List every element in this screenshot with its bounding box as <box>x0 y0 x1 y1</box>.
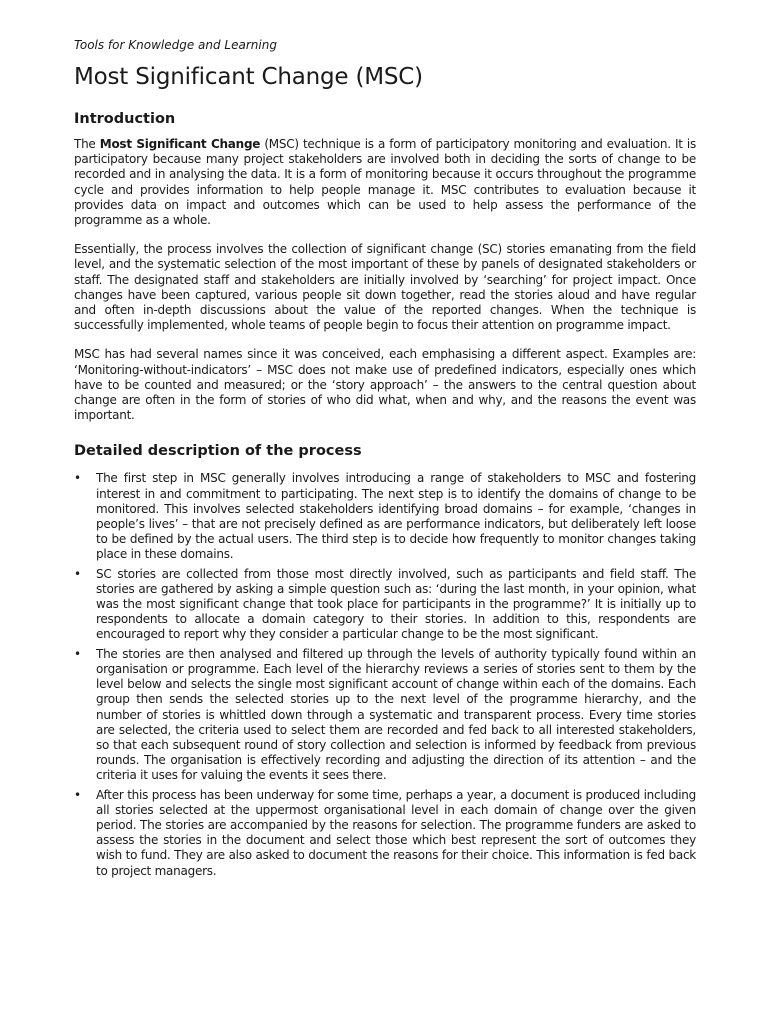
intro-paragraph-2: Essentially, the process involves the collection of significant change (SC) stories emanating from the field level, and the systematic selection of the most important of these by panels of designated stakeholders or staff. The designated staff and stakeholders are initially involved by ‘searching’ for project impact. Once changes have been captured, various people sit down together, read the stories aloud and have regular and often in-depth discussions about the value of the reported changes. When the technique is successfully implemented, whole teams of people begin to focus their attention on programme impact. <box>74 242 696 333</box>
list-item-text: The stories are then analysed and filtered up through the levels of authority typically found within an organisation or programme. Each level of the hierarchy reviews a series of stories sent to them by the level below and selects the single most significant account of change within each of the domains. Each group then sends the selected stories up to the next level of the programme hierarchy, and the number of stories is whittled down through a systematic and transparent process. Every time stories are selected, the criteria used to select them are recorded and fed back to all interested stakeholders, so that each subsequent round of story collection and selection is informed by feedback from previous rounds. The organisation is effectively recording and adjusting the direction of its attention – and the criteria it uses for valuing the events it sees there. <box>96 646 696 783</box>
intro-paragraph-1 <box>74 137 696 228</box>
list-item-text: After this process has been underway for some time, perhaps a year, a document is produced including all stories selected at the uppermost organisational level in each domain of change over the given period. The stories are accompanied by the reasons for selection. The programme funders are asked to assess the stories in the document and select those which best represent the sort of outcomes they wish to fund. They are also asked to document the reasons for their choice. This information is fed back to project managers. <box>96 787 696 878</box>
intro-p1-bold-term: Most Significant Change <box>99 137 261 151</box>
list-item-text: The first step in MSC generally involves introducing a range of stakeholders to MSC and fostering interest in and commitment to participating. The next step is to identify the domains of change to be monitored. This involves selected stakeholders identifying broad domains – for example, ‘changes in people’s lives’ – that are not precisely defined as are performance indicators, but deliberately left loose to be defined by the actual users. The third step is to decide how frequently to monitor changes taking place in these domains. <box>96 471 696 562</box>
page-title: Most Significant Change (MSC) <box>74 64 423 90</box>
running-head: Tools for Knowledge and Learning <box>74 38 277 52</box>
bullet-icon: • <box>74 646 81 661</box>
list-item <box>74 647 696 784</box>
list-item <box>74 567 696 643</box>
intro-paragraph-3: MSC has had several names since it was conceived, each emphasising a different aspect. Examples are: ‘Monitoring-without-indicators’ – MSC does not make use of predefined indicators, especially ones which have to be counted and measured; or the ‘story approach’ – the answers to the central question about change are often in the form of stories of who did what, when and why, and the reasons the event was important. <box>74 347 696 423</box>
list-item-text: SC stories are collected from those most directly involved, such as participants and field staff. The stories are gathered by asking a simple question such as: ‘during the last month, in your opinion, what was the most significant change that took place for participants in the programme?’ It is initially up to respondents to allocate a domain category to their stories. In addition to this, respondents are encouraged to report why they consider a particular change to be the most significant. <box>96 566 696 642</box>
bullet-icon: • <box>74 566 81 581</box>
intro-p1-rest: (MSC) technique is a form of participatory monitoring and evaluation. It is participatory because many project stakeholders are involved both in deciding the sorts of change to be recorded and in analysing the data. It is a form of monitoring because it occurs throughout the programme cycle and provides information to help people manage it. MSC contributes to evaluation because it provides data on impact and outcomes which can be used to help assess the performance of the programme as a whole. <box>74 137 696 228</box>
bullet-icon: • <box>74 787 81 802</box>
bullet-icon: • <box>74 471 81 486</box>
intro-p1-lead: The <box>74 137 100 151</box>
section-heading-introduction: Introduction <box>74 111 176 127</box>
list-item <box>74 788 696 879</box>
list-item <box>74 471 696 562</box>
document-page <box>74 38 696 883</box>
section-heading-process: Detailed description of the process <box>74 443 362 460</box>
process-bullet-list <box>74 471 696 878</box>
